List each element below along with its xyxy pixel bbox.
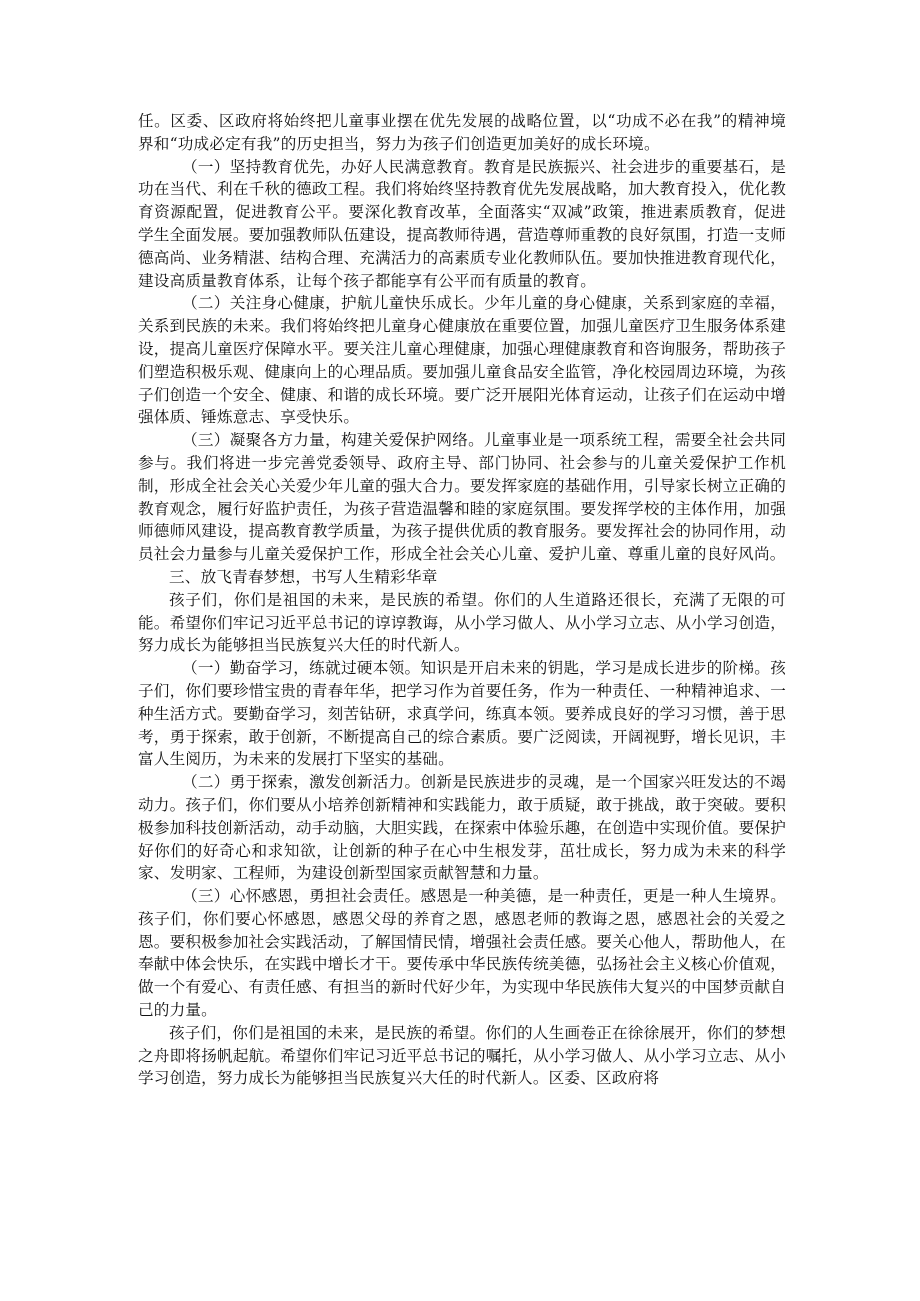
paragraph-children-future: 孩子们，你们是祖国的未来，是民族的希望。你们的人生道路还很长，充满了无限的可能。希望你们牢记习近平总书记的谆谆教诲，从小学习做人、从小学习立志、从小学习创造，努力成长为能够担当民族复兴大任的时代新人。 (138, 590, 786, 655)
paragraph-study: （一）勤奋学习，练就过硬本领。知识是开启未来的钥匙，学习是成长进步的阶梯。孩子们，你们要珍惜宝贵的青春年华，把学习作为首要任务，作为一种责任、一种精神追求、一种生活方式。要勤奋学习，刻苦钻研，求真学问，练真本领。要养成良好的学习习惯，善于思考，勇于探索，敢于创新，不断提高自己的综合素质。要广泛阅读，开阔视野，增长见识，丰富人生阅历，为未来的发展打下坚实的基础。 (138, 659, 786, 769)
paragraph-closing: 孩子们，你们是祖国的未来，是民族的希望。你们的人生画卷正在徐徐展开，你们的梦想之舟即将扬帆起航。希望你们牢记习近平总书记的嘱托，从小学习做人、从小学习立志、从小学习创造，努力成长为能够担当民族复兴大任的时代新人。区委、区政府将 (138, 1023, 786, 1088)
paragraph-continuation: 任。区委、区政府将始终把儿童事业摆在优先发展的战略位置，以“功成不必在我”的精神境界和“功成必定有我”的历史担当，努力为孩子们创造更加美好的成长环境。 (138, 112, 786, 153)
paragraph-gratitude: （三）心怀感恩，勇担社会责任。感恩是一种美德，是一种责任，更是一种人生境界。孩子们，你们要心怀感恩，感恩父母的养育之恩，感恩老师的教诲之恩，感恩社会的关爱之恩。要积极参加社会实践活动，了解国情民情，增强社会责任感。要关心他人，帮助他人，在奉献中体会快乐，在实践中增长才干。要传承中华民族传统美德，弘扬社会主义核心价值观，做一个有爱心、有责任感、有担当的新时代好少年，为实现中华民族伟大复兴的中国梦贡献自己的力量。 (138, 887, 786, 1020)
paragraph-innovation: （二）勇于探索，激发创新活力。创新是民族进步的灵魂，是一个国家兴旺发达的不竭动力。孩子们，你们要从小培养创新精神和实践能力，敢于质疑，敢于挑战，敢于突破。要积极参加科技创新活动，动手动脑，大胆实践，在探索中体验乐趣，在创造中实现价值。要保护好你们的好奇心和求知欲，让创新的种子在心中生根发芽，茁壮成长，努力成为未来的科学家、发明家、工程师，为建设创新型国家贡献智慧和力量。 (138, 773, 786, 883)
paragraph-health: （二）关注身心健康，护航儿童快乐成长。少年儿童的身心健康，关系到家庭的幸福，关系到民族的未来。我们将始终把儿童身心健康放在重要位置，加强儿童医疗卫生服务体系建设，提高儿童医疗保障水平。要关注儿童心理健康，加强心理健康教育和咨询服务，帮助孩子们塑造积极乐观、健康向上的心理品质。要加强儿童食品安全监管，净化校园周边环境，为孩子们创造一个安全、健康、和谐的成长环境。要广泛开展阳光体育运动，让孩子们在运动中增强体质、锤炼意志、享受快乐。 (138, 294, 786, 427)
document-body (138, 110, 786, 1090)
section-heading-three: 三、放飞青春梦想，书写人生精彩华章 (169, 567, 438, 586)
paragraph-education-priority: （一）坚持教育优先，办好人民满意教育。教育是民族振兴、社会进步的重要基石，是功在当代、利在千秋的德政工程。我们将始终坚持教育优先发展战略，加大教育投入，优化教育资源配置，促进教育公平。要深化教育改革，全面落实“双减”政策，推进素质教育，促进学生全面发展。要加强教师队伍建设，提高教师待遇，营造尊师重教的良好氛围，打造一支师德高尚、业务精湛、结构合理、充满活力的高素质专业化教师队伍。要加快推进教育现代化，建设高质量教育体系，让每个孩子都能享有公平而有质量的教育。 (138, 157, 786, 290)
paragraph-care-network: （三）凝聚各方力量，构建关爱保护网络。儿童事业是一项系统工程，需要全社会共同参与。我们将进一步完善党委领导、政府主导、部门协同、社会参与的儿童关爱保护工作机制，形成全社会关心关爱少年儿童的强大合力。要发挥家庭的基础作用，引导家长树立正确的教育观念，履行好监护责任，为孩子营造温馨和睦的家庭氛围。要发挥学校的主体作用，加强师德师风建设，提高教育教学质量，为孩子提供优质的教育服务。要发挥社会的协同作用，动员社会力量参与儿童关爱保护工作，形成全社会关心儿童、爱护儿童、尊重儿童的良好风尚。 (138, 431, 786, 564)
